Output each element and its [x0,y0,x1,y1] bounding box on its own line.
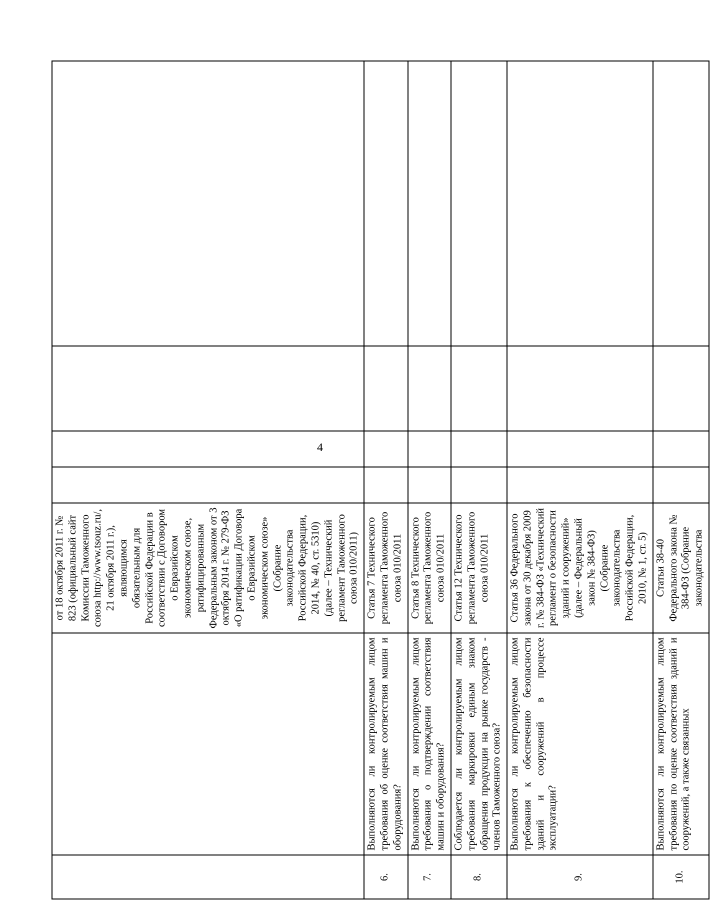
cell-question [52,633,364,855]
cell-answer-no [451,431,507,467]
cell-answer-no [408,431,451,467]
cell-answer-no [507,431,653,467]
row-number: 9. [507,855,653,899]
question-text: Выполняются ли контролируемым лицом требования к обеспечению безопасности зданий и сооружений в процессе эксплуатации? [507,633,653,855]
cell-answer-yes [653,467,709,503]
law-reference: Статьи 38-40 Федерального закона № 384-ФЗ (Собрание законодательства [653,503,709,633]
table-row [364,61,407,899]
question-text: Выполняются ли контролируемым лицом требования по оценке соответствия зданий и сооружений, а также связанных [653,633,709,855]
cell-answer-yes [507,467,653,503]
row-number: 6. [364,855,407,899]
cell-note [52,61,364,346]
cell-num [52,855,364,899]
cell-answer-na [408,346,451,431]
row-number: 7. [408,855,451,899]
cell-answer-no [52,431,364,467]
cell-note [653,61,709,346]
cell-answer-na [653,346,709,431]
law-reference: Статья 36 Федерального закона от 30 декабря 2009 г. № 384-ФЗ «Технический регламент о безопасности зданий и сооружений» (далее – Федеральный закон № 384-ФЗ) (Собрание законодательства Российской Федерации, 2010, № 1, ст. 5) [507,503,653,633]
question-text: Соблюдается ли контролируемым лицом требования маркировки единым знаком обращения продукции на рынке государств - членов Таможенного союза? [451,633,507,855]
question-text: Выполняются ли контролируемым лицом требования об оценке соответствия машин и оборудования? [364,633,407,855]
cell-note [451,61,507,346]
page-number: 4 [317,440,323,454]
law-reference: Статья 8 Технического регламента Таможенного союза 010/2011 [408,503,451,633]
cell-answer-no [653,431,709,467]
cell-law: от 18 октября 2011 г. № 823 (официальный сайт Комиссии Таможенного союза http://www.tsouz.ru/, 21 октября 2011 г.), являющимся обязательным для Российской Федерации в соответствии с Договором о Евразийском экономическом союзе, ратифицированным Федеральным законом от 3 октября 2014 г. № 279-ФЗ «О ратификации Договора о Евразийском экономическом союзе» (Собрание законодательства Российской Федерации, 2014, № 40, ст. 5310) (далее – Технический регламент Таможенного союза 010/2011) [52,503,364,633]
cell-answer-na [364,346,407,431]
cell-answer-yes [364,467,407,503]
row-number: 8. [451,855,507,899]
cell-answer-na [507,346,653,431]
law-reference: Статья 7 Технического регламента Таможенного союза 010/2011 [364,503,407,633]
row-number: 10. [653,855,709,899]
cell-answer-yes [408,467,451,503]
rotated-page-content [52,61,705,899]
cell-answer-yes [52,467,364,503]
cell-note [408,61,451,346]
cell-note [364,61,407,346]
law-reference: Статья 12 Технического регламента Таможенного союза 010/2011 [451,503,507,633]
table-row [451,61,507,899]
cell-answer-no [364,431,407,467]
cell-answer-yes [451,467,507,503]
cell-answer-na [451,346,507,431]
table-row [653,61,709,899]
question-text: Выполняются ли контролируемым лицом требования о подтверждении соответствия машин и оборудования? [408,633,451,855]
table-row [507,61,653,899]
checklist-table [52,60,710,899]
cell-note [507,61,653,346]
table-row [408,61,451,899]
cell-answer-na [52,346,364,431]
table-row [52,61,364,899]
